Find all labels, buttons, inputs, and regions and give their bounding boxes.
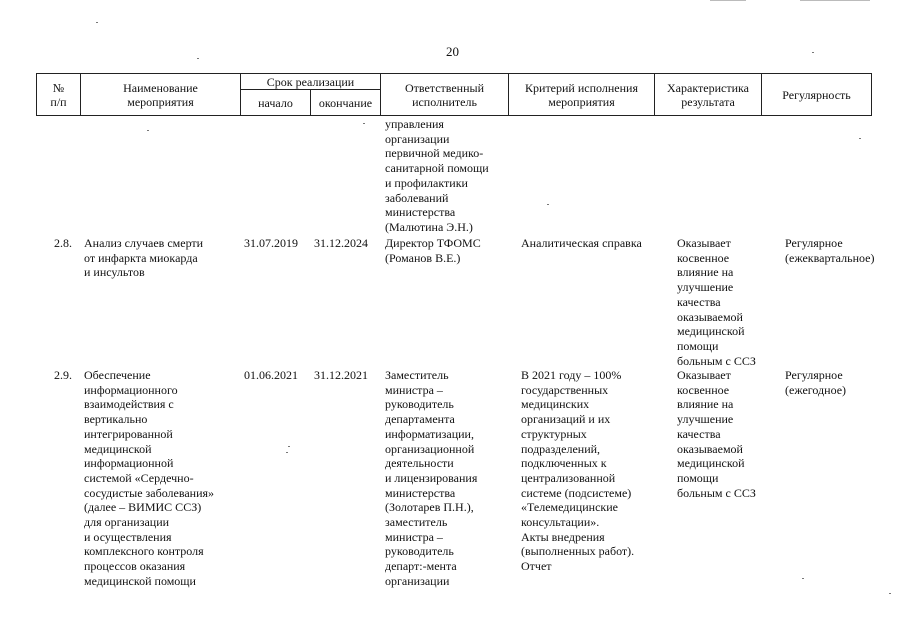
row-number: 2.8. bbox=[54, 236, 72, 250]
top-edge-mark bbox=[800, 0, 870, 1]
header-responsible: Ответственный исполнитель bbox=[381, 74, 509, 116]
top-edge-mark bbox=[710, 0, 746, 1]
row-name: Анализ случаев смерти от инфаркта миокарда и инсультов bbox=[84, 236, 204, 280]
header-start: начало bbox=[241, 90, 311, 116]
row-result: Оказывает косвенное влияние на улучшение качества оказываемой медицинской помощи больным с ССЗ bbox=[677, 236, 756, 368]
row-responsible: Заместитель министра – руководитель департамента информатизации, организационной деятельности и лицензирования министерства (Золотарев П.Н.), заместитель министра – руководитель департ:-мента организации bbox=[385, 368, 478, 588]
row-regularity: Регулярное (ежеквартальное) bbox=[785, 236, 875, 265]
scan-speck bbox=[802, 578, 804, 579]
scan-speck bbox=[812, 52, 814, 53]
scan-speck bbox=[547, 204, 549, 205]
page-number: 20 bbox=[446, 44, 459, 59]
row-criterion: Аналитическая справка bbox=[521, 236, 642, 250]
scan-speck bbox=[147, 130, 149, 131]
header-result: Характеристика результата bbox=[655, 74, 762, 116]
scan-speck bbox=[96, 22, 98, 23]
header-period: Срок реализации bbox=[241, 74, 381, 90]
row-start-date: 31.07.2019 bbox=[244, 236, 298, 250]
row-end-date: 31.12.2024 bbox=[314, 236, 368, 250]
row-start-date: 01.06.2021 bbox=[244, 368, 298, 382]
header-criterion: Критерий исполнения мероприятия bbox=[509, 74, 655, 116]
row-number: 2.9. bbox=[54, 368, 72, 382]
header-end: окончание bbox=[311, 90, 381, 116]
header-name: Наименование мероприятия bbox=[81, 74, 241, 116]
table-header bbox=[36, 73, 872, 116]
scan-speck bbox=[197, 58, 199, 59]
scan-speck bbox=[363, 123, 365, 124]
scan-speck bbox=[286, 452, 288, 453]
row-end-date: 31.12.2021 bbox=[314, 368, 368, 382]
header-num: № п/п bbox=[37, 74, 81, 116]
row-responsible: Директор ТФОМС (Романов В.Е.) bbox=[385, 236, 481, 265]
row-regularity: Регулярное (ежегодное) bbox=[785, 368, 847, 397]
scan-speck bbox=[288, 446, 290, 447]
scan-speck bbox=[889, 593, 891, 594]
carryover-responsible: управления организации первичной медико- санитарной помощи и профилактики заболеваний министерства (Малютина Э.Н.) bbox=[385, 117, 489, 234]
scan-speck bbox=[859, 138, 861, 139]
row-criterion: В 2021 году – 100% государственных медицинских организаций и их структурных подразделений, подключенных к централизованной системе (подсистеме) «Телемедицинские консультации». Акты внедрения (выполненных работ). Отчет bbox=[521, 368, 635, 574]
header-regularity: Регулярность bbox=[762, 74, 872, 116]
row-result: Оказывает косвенное влияние на улучшение качества оказываемой медицинской помощи больным с ССЗ bbox=[677, 368, 756, 500]
row-name: Обеспечение информационного взаимодействия с вертикально интегрированной медицинской информационной системой «Сердечно- сосудистые заболевания» (далее – ВИМИС ССЗ) для организации и осуществления комплексного контроля процессов оказания медицинской помощи bbox=[84, 368, 215, 588]
